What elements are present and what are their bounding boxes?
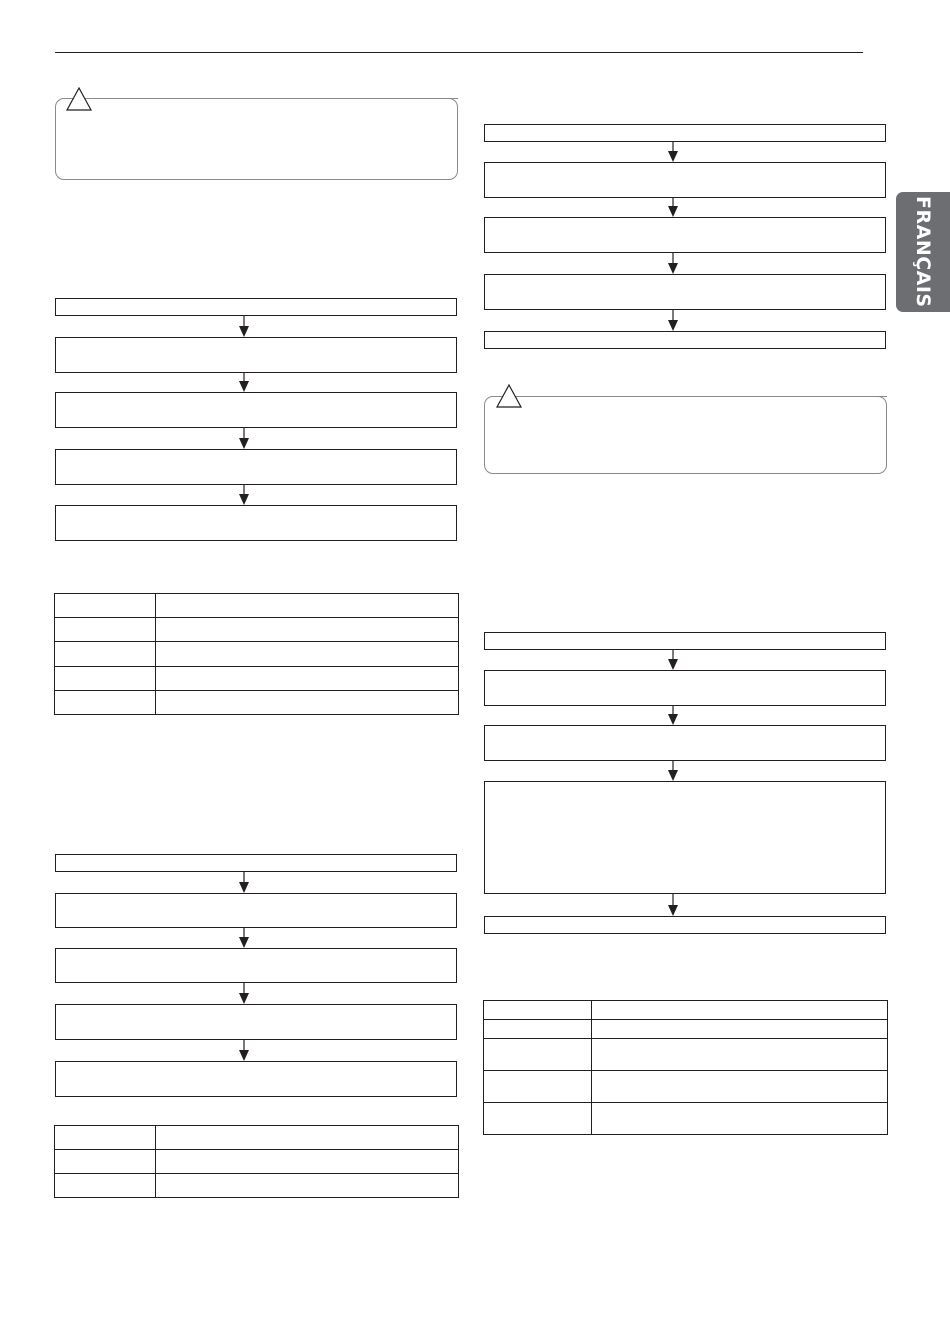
- caution-title-line-left: [188, 98, 458, 99]
- flow-left-1-step-4: [55, 449, 457, 485]
- flow-right-2-step-4: [484, 781, 886, 894]
- arrow-down-icon: [239, 373, 249, 392]
- table-row: [55, 618, 459, 642]
- flow-left-2-step-1: [55, 854, 457, 872]
- table-left-1: [54, 593, 459, 715]
- flow-right-1-step-5: [484, 331, 886, 349]
- flow-right-2-step-3: [484, 725, 886, 761]
- flow-left-1-step-2: [55, 337, 457, 373]
- arrow-down-icon: [668, 650, 678, 670]
- language-tab-label-wrap: [896, 192, 950, 312]
- flow-right-2-step-2: [484, 670, 886, 706]
- arrow-down-icon: [239, 316, 249, 337]
- arrow-down-icon: [668, 142, 678, 162]
- table-row: [484, 1103, 888, 1135]
- flow-left-1-step-3: [55, 392, 457, 428]
- arrow-down-icon: [668, 706, 678, 725]
- table-row: [55, 1174, 459, 1198]
- flow-right-1-step-2: [484, 162, 886, 198]
- flow-left-2-step-4: [55, 1004, 457, 1040]
- warning-triangle-icon: [65, 86, 93, 112]
- table-row: [484, 1039, 888, 1071]
- flow-right-2-step-1: [484, 632, 886, 650]
- flow-right-1-step-1: [484, 124, 886, 142]
- caution-title-line-right: [618, 396, 887, 397]
- arrow-down-icon: [239, 1040, 249, 1061]
- table-row: [484, 1001, 888, 1020]
- arrow-down-icon: [239, 428, 249, 449]
- table-row: [55, 642, 459, 667]
- arrow-down-icon: [239, 983, 249, 1004]
- caution-box-right: [484, 396, 887, 474]
- arrow-down-icon: [668, 761, 678, 781]
- flow-right-2-step-5: [484, 916, 886, 934]
- table-right-1: [483, 1000, 888, 1135]
- arrow-down-icon: [668, 253, 678, 274]
- header-rule: [55, 52, 863, 53]
- flow-left-1-step-1: [55, 298, 457, 316]
- flow-left-2-step-3: [55, 948, 457, 983]
- flow-right-1-step-4: [484, 274, 886, 310]
- arrow-down-icon: [668, 198, 678, 217]
- table-row: [55, 1126, 459, 1150]
- table-row: [55, 594, 459, 618]
- arrow-down-icon: [239, 485, 249, 505]
- flow-left-1-step-5: [55, 505, 457, 541]
- arrow-down-icon: [668, 310, 678, 331]
- table-left-2: [54, 1125, 459, 1198]
- table-row: [55, 691, 459, 715]
- table-row: [55, 1150, 459, 1174]
- table-row: [55, 667, 459, 691]
- warning-triangle-icon: [495, 383, 523, 409]
- caution-box-left: [55, 98, 458, 180]
- flow-left-2-step-2: [55, 893, 457, 928]
- flow-right-1-step-3: [484, 217, 886, 253]
- arrow-down-icon: [239, 872, 249, 893]
- arrow-down-icon: [239, 928, 249, 948]
- table-row: [484, 1020, 888, 1039]
- flow-left-2-step-5: [55, 1061, 457, 1097]
- arrow-down-icon: [668, 894, 678, 916]
- language-tab-label: FRANÇAIS: [912, 196, 934, 308]
- table-row: [484, 1071, 888, 1103]
